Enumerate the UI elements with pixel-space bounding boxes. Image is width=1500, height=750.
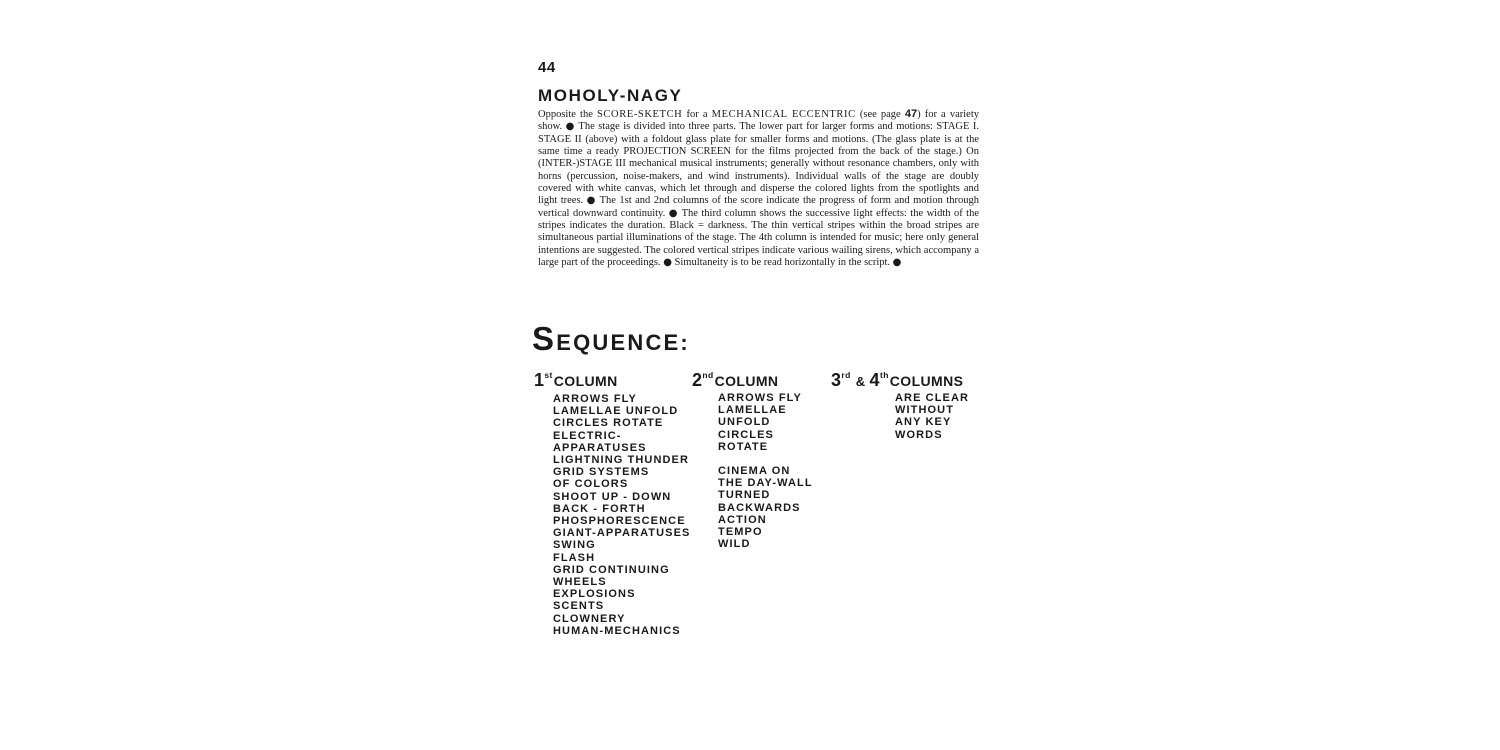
list-item: WORDS bbox=[895, 428, 943, 441]
page-number: 44 bbox=[538, 59, 556, 76]
list-item: CLOWNERY bbox=[553, 612, 626, 625]
list-item: ROTATE bbox=[718, 440, 769, 453]
list-item: WITHOUT bbox=[895, 404, 955, 417]
column-3-heading bbox=[831, 370, 963, 391]
body-text-run: (see page bbox=[855, 109, 905, 120]
list-item: WHEELS bbox=[553, 576, 607, 589]
column-2-label: COLUMN bbox=[714, 373, 779, 389]
bullet-icon: ● bbox=[586, 195, 597, 207]
list-item: APPARATUSES bbox=[553, 441, 647, 454]
list-item: WILD bbox=[718, 538, 751, 551]
column-4-ordinal: th bbox=[879, 370, 889, 380]
list-item: BACK - FORTH bbox=[553, 502, 646, 515]
list-item: TURNED bbox=[718, 489, 771, 502]
list-item: ACTION bbox=[718, 513, 767, 526]
body-text-run: The 1st and 2nd columns of the score indicate the progress of form and motion through vertical downward continuity. bbox=[538, 195, 979, 219]
list-item: CINEMA ON bbox=[718, 465, 791, 478]
list-item: THE DAY-WALL bbox=[718, 477, 813, 490]
list-item: CIRCLES bbox=[718, 428, 774, 441]
list-item: OF COLORS bbox=[553, 478, 629, 491]
list-item: UNFOLD bbox=[718, 416, 771, 429]
column-2-number: 2 bbox=[692, 370, 703, 390]
bullet-icon: ● bbox=[668, 207, 679, 219]
list-item: TEMPO bbox=[718, 526, 763, 539]
list-item: ANY KEY bbox=[895, 416, 952, 429]
column-2-heading bbox=[692, 370, 778, 391]
body-text-run: Simultaneity is to be read horizontally in the script. bbox=[674, 257, 893, 269]
list-item: ARROWS FLY bbox=[718, 392, 802, 404]
column-1-list bbox=[553, 393, 690, 637]
body-text-run: Opposite the bbox=[538, 109, 597, 120]
list-item: PHOSPHORESCENCE bbox=[553, 515, 686, 528]
column-2-list bbox=[718, 392, 813, 550]
body-text-run: The stage is divided into three parts. The lower part for larger forms and motions: STAGE I. STAGE II (above) with a foldout glass plate for smaller forms and motions. (The glass plate is at the same time a ready PROJECTION SCREEN for the films projected from the back of the stage.) On (INTER-)STAGE III mechanical musical instruments; generally without resonance chambers, only with horns (percussion, noise-makers, and wind instruments). Individual walls of the stage are doubly covered with white canvas, which let through and disperse the colored lights from the spotlights and light trees. bbox=[538, 121, 979, 207]
list-item: BACKWARDS bbox=[718, 501, 801, 514]
column-1-label: COLUMN bbox=[553, 373, 618, 389]
bullet-icon: ● bbox=[663, 257, 672, 269]
list-item: LIGHTNING THUNDER bbox=[553, 454, 690, 467]
list-item: SWING bbox=[553, 539, 596, 552]
column-1-number: 1 bbox=[534, 370, 545, 390]
page-reference: 47 bbox=[904, 108, 918, 120]
list-item: GIANT-APPARATUSES bbox=[553, 527, 691, 540]
list-item: ARROWS FLY bbox=[553, 393, 637, 405]
list-item: ELECTRIC- bbox=[553, 429, 622, 442]
sequence-heading bbox=[532, 320, 690, 358]
list-item: GRID CONTINUING bbox=[553, 563, 670, 576]
column-4-number: 4 bbox=[869, 370, 880, 390]
column-1-heading bbox=[534, 370, 618, 391]
list-item: ARE CLEAR bbox=[895, 392, 970, 404]
mechanical-eccentric-term: MECHANICAL ECCENTRIC bbox=[711, 109, 856, 120]
sequence-heading-rest: EQUENCE: bbox=[556, 330, 690, 355]
list-item: HUMAN-MECHANICS bbox=[553, 624, 681, 637]
sequence-heading-initial: S bbox=[532, 320, 557, 357]
bullet-icon: ● bbox=[892, 257, 902, 269]
list-item: EXPLOSIONS bbox=[553, 588, 636, 601]
list-item: SCENTS bbox=[553, 600, 605, 613]
list-item: FLASH bbox=[553, 551, 596, 564]
list-item: LAMELLAE UNFOLD bbox=[553, 405, 679, 418]
column-3-number: 3 bbox=[831, 370, 842, 390]
column-3-label: COLUMNS bbox=[889, 373, 964, 389]
column-3-ordinal: rd bbox=[841, 370, 851, 380]
list-item: LAMELLAE bbox=[718, 404, 787, 417]
body-text-run: ) for a variety show. bbox=[538, 109, 979, 133]
list-item: GRID SYSTEMS bbox=[553, 466, 650, 479]
column-2-ordinal: nd bbox=[702, 370, 714, 380]
author-heading: MOHOLY-NAGY bbox=[538, 86, 683, 105]
bullet-icon: ● bbox=[565, 121, 576, 133]
column-3-list bbox=[895, 392, 969, 441]
body-text-run: for a bbox=[682, 109, 712, 120]
score-sketch-term: SCORE-SKETCH bbox=[596, 109, 683, 120]
body-text-run: The third column shows the successive light effects: the width of the stripes indicates the duration. Black = darkness. The thin vertical stripes within the broad stripes are simultaneous partial illuminations of the stage. The 4th column is intended for music; here only general intentions are suggested. The colored vertical stripes indicate various wailing sirens, which accompany a large part of the proceedings. bbox=[538, 207, 980, 269]
column-3-ampersand: & bbox=[851, 374, 870, 389]
list-item: SHOOT UP - DOWN bbox=[553, 490, 672, 503]
body-paragraph bbox=[538, 108, 979, 269]
list-item: CIRCLES ROTATE bbox=[553, 417, 664, 430]
column-1-ordinal: st bbox=[544, 370, 553, 380]
